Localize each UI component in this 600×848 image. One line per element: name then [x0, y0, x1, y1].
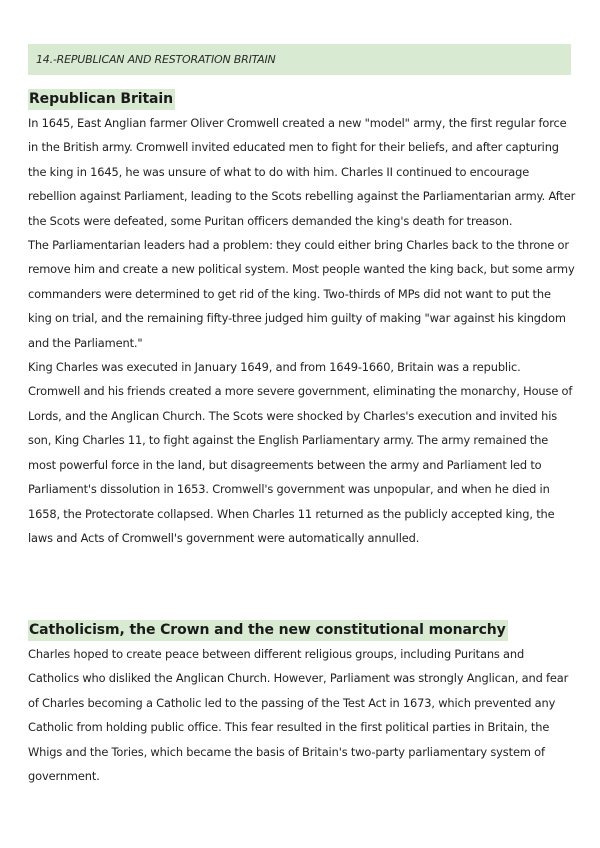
paragraph: The Parliamentarian leaders had a problem: they could either bring Charles back to the throne or remove him and create a new political system. Most people wanted the king back, but some army commanders were determined to get rid of the king. Two-thirds of MPs did not want to put the king on trial, and the remaining fifty-three judged him guilty of making "war against his kingdom and the Parliament." [28, 238, 575, 350]
chapter-title: 14.-REPUBLICAN AND RESTORATION BRITAIN [36, 53, 276, 66]
paragraph: Charles hoped to create peace between different religious groups, including Puritans and Catholics who disliked the Anglican Church. However, Parliament was strongly Anglican, and fear of Charles becoming a Catholic led to the passing of the Test Act in 1673, which prevented any Catholic from holding public office. This fear resulted in the first political parties in Britain, the Whigs and the Tories, which became the basis of Britain's two-party parliamentary system of government. [28, 647, 569, 784]
section-heading: Republican Britain [28, 89, 175, 110]
section-catholicism-crown [28, 619, 576, 788]
paragraph: In 1645, East Anglian farmer Oliver Cromwell created a new "model" army, the first regular force in the British army. Cromwell invited educated men to fight for their beliefs, and after capturing the king in 1645, he was unsure of what to do with him. Charles II continued to encourage rebellion against Parliament, leading to the Scots rebelling against the Parliamentarian army. After the Scots were defeated, some Puritan officers demanded the king's death for treason. [28, 116, 576, 228]
section-heading: Catholicism, the Crown and the new constitutional monarchy [28, 620, 508, 641]
paragraph: King Charles was executed in January 1649, and from 1649-1660, Britain was a republic. Cromwell and his friends created a more severe government, eliminating the monarchy, House of Lords, and the Anglican Church. The Scots were shocked by Charles's execution and invited his son, King Charles 11, to fight against the English Parliamentary army. The army remained the most powerful force in the land, but disagreements between the army and Parliament led to Parliament's dissolution in 1653. Cromwell's government was unpopular, and when he died in 1658, the Protectorate collapsed. When Charles 11 returned as the publicly accepted king, the laws and Acts of Cromwell's government were automatically annulled. [28, 360, 573, 545]
chapter-header-bar [28, 44, 571, 75]
section-republican-britain [28, 88, 576, 550]
